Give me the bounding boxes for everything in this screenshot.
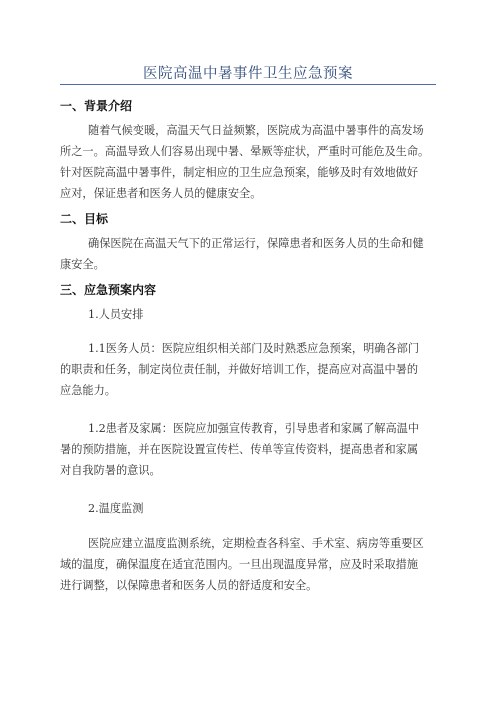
document-title: 医院高温中暑事件卫生应急预案 (143, 66, 353, 82)
paragraph-line: 域的温度，确保温度在适宜范围内。一旦出现温度异常，应及时采取措施 (60, 558, 419, 571)
paragraph-temperature-monitoring (60, 533, 440, 596)
paragraph-line: 应对，保证患者和医务人员的健康安全。 (60, 187, 262, 200)
paragraph-line: 进行调整，以保障患者和医务人员的舒适度和安全。 (60, 579, 318, 592)
paragraph-line: 所之一。高温导致人们容易出现中暑、晕厥等症状，严重时可能危及生命。 (60, 145, 430, 158)
subheading-staffing (60, 304, 440, 325)
paragraph-line: 康安全。 (60, 258, 105, 271)
paragraph-background (60, 120, 440, 204)
paragraph-line: 的职责和任务，制定岗位责任制，并做好培训工作，提高应对高温中暑的 (60, 363, 419, 376)
paragraph-line: 针对医院高温中暑事件，制定相应的卫生应急预案，能够及时有效地做好 (60, 166, 419, 179)
paragraph-line: 医院应建立温度监测系统，定期检查各科室、手术室、病房等重要区 (88, 537, 424, 550)
paragraph-line: 随着气候变暖，高温天气日益频繁，医院成为高温中暑事件的高发场 (88, 124, 424, 137)
paragraph-patients-family (60, 418, 440, 481)
subheading-line: 1.人员安排 (88, 308, 144, 321)
subheading-temperature-monitoring (60, 498, 440, 519)
subheading-line: 2.温度监测 (88, 502, 144, 515)
section-heading-goal: 二、目标 (60, 212, 109, 226)
paragraph-line: 1.2患者及家属：医院应加强宣传教育，引导患者和家属了解高温中 (88, 422, 420, 435)
paragraph-goal (60, 233, 440, 275)
title-underline (60, 84, 436, 85)
paragraph-line: 应急能力。 (60, 384, 116, 397)
paragraph-line: 确保医院在高温天气下的正常运行，保障患者和医务人员的生命和健 (88, 237, 424, 250)
paragraph-line: 对自我防暑的意识。 (60, 464, 161, 477)
section-heading-background: 一、背景介绍 (60, 99, 133, 113)
paragraph-line: 暑的预防措施，并在医院设置宣传栏、传单等宣传资料，提高患者和家属 (60, 443, 419, 456)
section-heading-plan-content: 三、应急预案内容 (60, 283, 157, 297)
paragraph-line: 1.1医务人员：医院应组织相关部门及时熟悉应急预案，明确各部门 (88, 342, 420, 355)
paragraph-medical-staff (60, 338, 440, 401)
